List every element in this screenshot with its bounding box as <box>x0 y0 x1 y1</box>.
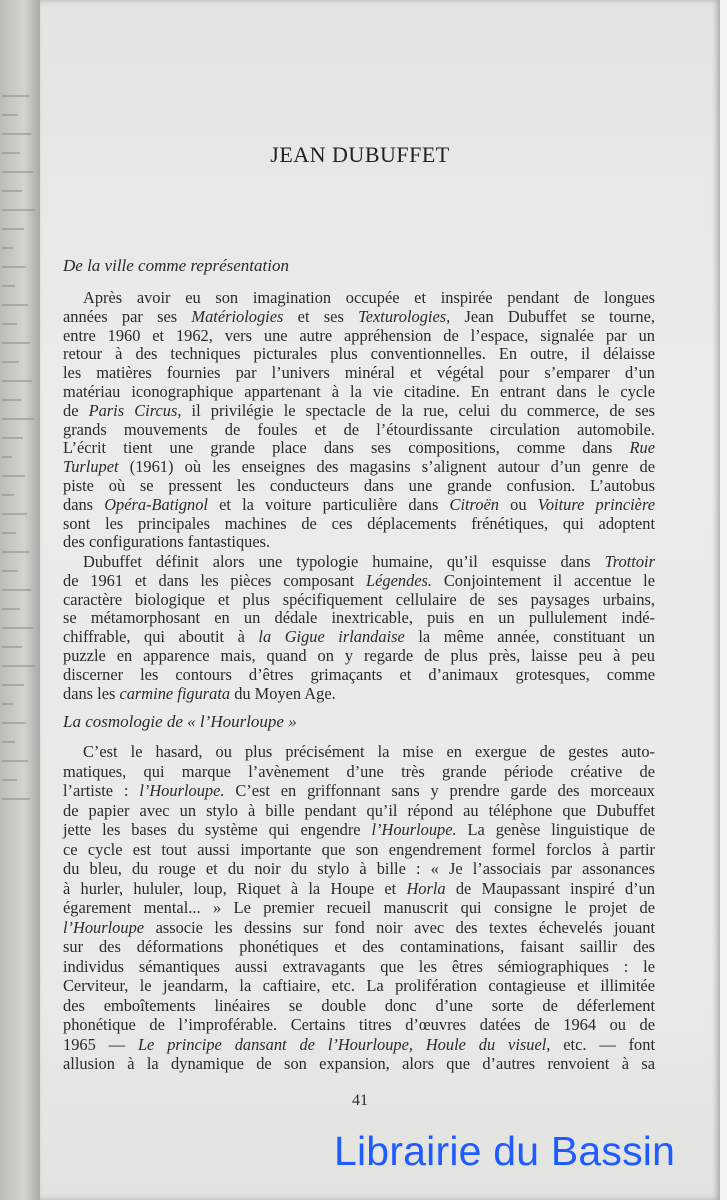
adjacent-page-text-mark <box>2 399 21 401</box>
adjacent-page-text-mark <box>2 475 25 477</box>
text-run: dans <box>63 494 105 514</box>
italic-title: l’Hourloupe. <box>139 781 225 800</box>
italic-title: Matériologies <box>191 306 284 326</box>
adjacent-page-text-mark <box>2 114 18 116</box>
text-line <box>63 958 655 976</box>
text-line <box>63 743 655 761</box>
adjacent-page-text-mark <box>2 760 28 762</box>
adjacent-page-text-mark <box>2 703 13 705</box>
adjacent-page-text-mark <box>2 513 27 515</box>
text-run: matiques, qui marque l’avènement d’une très grande période créative de <box>63 761 655 781</box>
text-line <box>63 647 655 665</box>
text-run: matériau iconographique appartenant à la vie citadine. En entrant dans le cycle <box>63 382 655 401</box>
text-line <box>63 289 655 307</box>
adjacent-page-text-mark <box>2 798 30 800</box>
text-line <box>63 860 655 878</box>
page-number: 41 <box>352 1092 368 1109</box>
italic-title: la Gigue irlandaise <box>258 627 405 647</box>
adjacent-page-text-mark <box>2 532 16 534</box>
adjacent-page-text-mark <box>2 418 34 420</box>
adjacent-page-text-mark <box>2 304 28 306</box>
italic-title: Voiture princière <box>537 494 655 514</box>
text-run: Après avoir eu son imagination occupée et inspirée pendant de longues <box>83 288 655 307</box>
text-line <box>63 782 655 800</box>
text-run: à hurler, hululer, loup, Riquet à la Houpe et <box>63 878 407 898</box>
text-run: dans les <box>63 683 120 703</box>
adjacent-page-text-mark <box>2 494 14 496</box>
adjacent-page-text-mark <box>2 323 17 325</box>
italic-title: carmine figurata <box>119 683 231 703</box>
adjacent-page-text-mark <box>2 209 35 211</box>
italic-title: Texturologies, <box>358 306 451 326</box>
italic-title: Le principe dansant de l’Hourloupe, Houle du visuel, <box>137 1034 551 1054</box>
adjacent-page-text-mark <box>2 456 12 458</box>
text-run: caractère biologique et plus spécifiquement cellulaire de ses paysages urbains, <box>63 589 655 609</box>
adjacent-page-text-mark <box>2 95 29 97</box>
text-line <box>63 919 655 937</box>
text-line <box>63 841 655 859</box>
text-line <box>63 553 655 571</box>
text-run: Dubuffet définit alors une typologie humaine, qu’il esquisse dans <box>83 552 605 571</box>
text-run: l’artiste : <box>63 781 140 800</box>
text-line <box>63 666 655 684</box>
italic-title: Citroën <box>449 494 499 514</box>
text-run: Cerviteur, le jeandarm, la caftiaire, etc. La prolifération contagieuse et illimitée <box>63 976 655 995</box>
text-run: égarement mental... » Le premier recueil manuscrit qui consigne le projet de <box>63 898 655 917</box>
text-run: (1961) où les enseignes des magasins s’alignent autour d’un genre de <box>118 457 655 477</box>
text-run: sont les principales machines de ces déplacements frénétiques, qui adoptent <box>63 513 655 533</box>
italic-title: Trottoir <box>604 552 655 571</box>
italic-title: Opéra-Batignol <box>104 494 208 514</box>
text-line <box>63 421 655 439</box>
adjacent-page-text-mark <box>2 380 32 382</box>
adjacent-page-text-mark <box>2 665 35 667</box>
text-run: la même année, constituant un <box>404 627 655 647</box>
text-line <box>63 364 655 382</box>
text-line <box>63 515 655 533</box>
adjacent-page-text-mark <box>2 342 30 344</box>
adjacent-page-text-mark <box>2 437 23 439</box>
text-line <box>63 802 655 820</box>
adjacent-page-text-mark <box>2 228 24 230</box>
adjacent-page-text-mark <box>2 133 31 135</box>
text-run: des emboîtements linéaires se double donc d’une sorte de déferlement <box>63 995 655 1015</box>
text-run: L’écrit tient une grande place dans ses compositions, comme dans <box>63 438 630 458</box>
text-run: ou <box>499 494 538 514</box>
text-line <box>63 1016 655 1034</box>
italic-title: Turlupet <box>63 457 119 477</box>
text-line <box>63 938 655 956</box>
text-run: C’est le hasard, ou plus précisément la mise en exergue de gestes auto- <box>83 742 655 761</box>
adjacent-page-text-mark <box>2 570 18 572</box>
text-run: individus sémantiques aussi extravagants que les êtres sémiographiques : le <box>63 956 655 976</box>
text-line <box>63 477 655 495</box>
text-line <box>63 533 655 551</box>
text-run: etc. — font <box>550 1034 655 1054</box>
text-run: de <box>63 400 89 420</box>
section-heading: De la ville comme représentation <box>63 256 289 275</box>
adjacent-page-text-mark <box>2 247 13 249</box>
text-run: et ses <box>283 306 359 326</box>
text-line <box>63 1055 655 1073</box>
page-title: JEAN DUBUFFET <box>270 142 450 167</box>
text-run: La genèse linguistique de <box>456 820 655 839</box>
text-run: années par ses <box>63 306 192 326</box>
text-line <box>63 880 655 898</box>
adjacent-page-text-mark <box>2 627 33 629</box>
text-run: phonétique de l’improférable. Certains titres d’œuvres datées de 1964 ou de <box>63 1015 655 1034</box>
text-run: jette les bases du système qui engendre <box>63 820 372 839</box>
text-line <box>63 997 655 1015</box>
text-run: du Moyen Age. <box>230 683 336 703</box>
adjacent-page-edge <box>0 0 40 1200</box>
text-run: 1965 — <box>63 1034 138 1054</box>
text-run: Conjointement il accentue le <box>432 570 655 590</box>
text-line <box>63 572 655 590</box>
text-run: puzzle en apparence mais, quand on y regarde de plus près, laisse peu à peu <box>63 646 655 665</box>
adjacent-page-text-mark <box>2 608 20 610</box>
text-run: sur des déformations phonétiques et des contaminations, faisant saillir des <box>63 937 655 956</box>
text-line <box>63 496 655 514</box>
text-run: les matières fournies par l’univers minéral et végétal pour s’emparer d’un <box>63 363 655 383</box>
text-line <box>63 327 655 345</box>
text-run: ce cycle est tout aussi importante que son engendrement formel forclos à partir <box>63 839 655 859</box>
text-run: de Maupassant inspiré d’un <box>445 878 656 898</box>
text-line <box>63 591 655 609</box>
adjacent-page-text-mark <box>2 646 22 648</box>
italic-title: l’Hourloupe. <box>371 820 457 839</box>
adjacent-page-text-mark <box>2 741 15 743</box>
text-line <box>63 609 655 627</box>
adjacent-page-text-mark <box>2 779 17 781</box>
text-run: piste où se pressent les conducteurs dans une grande confusion. L’autobus <box>63 476 655 495</box>
adjacent-page-text-mark <box>2 551 29 553</box>
adjacent-page-text-mark <box>2 589 31 591</box>
text-line <box>63 977 655 995</box>
text-line <box>63 402 655 420</box>
text-line <box>63 628 655 646</box>
adjacent-page-text-mark <box>2 722 26 724</box>
text-run: il privilégie le spectacle de la rue, celui du commerce, de ses <box>181 400 655 420</box>
text-run: associe les dessins sur fond noir avec des textes échevelés jouant <box>144 917 655 937</box>
text-line <box>63 308 655 326</box>
text-line <box>63 458 655 476</box>
text-line <box>63 383 655 401</box>
adjacent-page-text-mark <box>2 190 22 192</box>
italic-title: Paris Circus, <box>88 400 182 420</box>
text-run: se métamorphosant en un dédale inextricable, puis en un pullulement indé- <box>63 608 655 628</box>
text-run: Jean Dubuffet se tourne, <box>450 306 655 326</box>
watermark: Librairie du Bassin <box>334 1128 676 1174</box>
text-line <box>63 345 655 363</box>
text-line <box>63 763 655 781</box>
text-run: entre 1960 et 1962, vers une autre appréhension de l’espace, signalée par un <box>63 325 655 345</box>
text-run: retour à des techniques picturales plus conventionnelles. En outre, il délaisse <box>63 344 655 364</box>
section-heading: La cosmologie de « l’Hourloupe » <box>63 712 297 731</box>
text-run: chiffrable, qui aboutit à <box>63 627 259 647</box>
text-line <box>63 899 655 917</box>
text-run: de 1961 et dans les pièces composant <box>63 570 367 590</box>
italic-title: Horla <box>406 878 446 898</box>
adjacent-page-text-mark <box>2 266 26 268</box>
text-run: allusion à la dynamique de son expansion, alors que d’autres renvoient à sa <box>63 1054 655 1073</box>
text-run: du bleu, du rouge et du noir du stylo à bille : « Je l’associais par assonances <box>63 859 655 878</box>
text-line <box>63 1036 655 1054</box>
adjacent-page-text-mark <box>2 285 15 287</box>
text-run: de papier avec un stylo à bille pendant qu’il répond au téléphone que Dubuffet <box>63 800 655 820</box>
text-run: discerner les contours d’êtres grimaçants et d’animaux grotesques, comme <box>63 664 655 684</box>
italic-title: l’Hourloupe <box>63 917 145 937</box>
text-run: des configurations fantastiques. <box>63 532 271 552</box>
adjacent-page-text-mark <box>2 684 24 686</box>
adjacent-page-text-mark <box>2 171 33 173</box>
text-line <box>63 685 655 703</box>
adjacent-page-text-mark <box>2 152 20 154</box>
text-run: et la voiture particulière dans <box>207 494 450 514</box>
text-line <box>63 821 655 839</box>
text-line <box>63 439 655 457</box>
italic-title: Rue <box>629 438 655 458</box>
adjacent-page-text-mark <box>2 361 19 363</box>
italic-title: Légendes. <box>366 570 433 590</box>
text-run: C’est en griffonnant sans y prendre garde des morceaux <box>224 781 655 800</box>
page-edge <box>720 0 727 1200</box>
text-run: grands mouvements de foules et de l’étourdissante circulation automobile. <box>63 419 655 439</box>
